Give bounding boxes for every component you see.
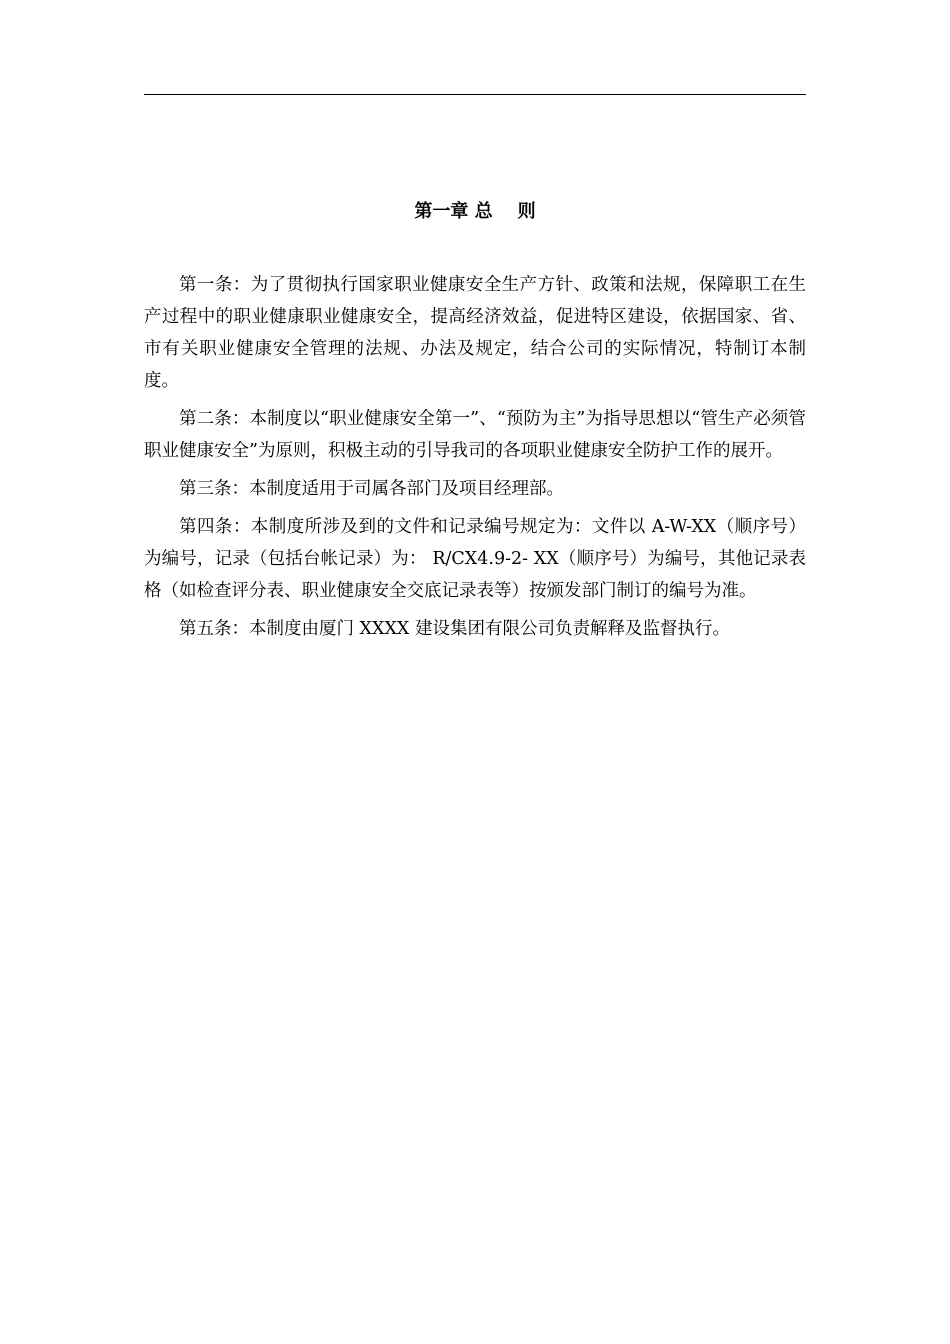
body-text <box>144 269 806 651</box>
article-2: 第二条：本制度以“职业健康安全第一”、“预防为主”为指导思想以“管生产必须管职业健康安全”为原则，积极主动的引导我司的各项职业健康安全防护工作的展开。 <box>144 409 806 461</box>
article-3: 第三条：本制度适用于司属各部门及项目经理部。 <box>179 479 564 499</box>
chapter-title: 第一章 总 则 <box>414 201 536 222</box>
article-5: 第五条：本制度由厦门 XXXX 建设集团有限公司负责解释及监督执行。 <box>179 619 730 639</box>
article-4: 第四条：本制度所涉及到的文件和记录编号规定为：文件以 A-W-XX（顺序号）为编号，记录（包括台帐记录）为： R/CX4.9-2- XX（顺序号）为编号，其他记录表格（如检查评分表、职业健康安全交底记录表等）按颁发部门制订的编号为准。 <box>144 517 806 601</box>
article-1: 第一条：为了贯彻执行国家职业健康安全生产方针、政策和法规，保障职工在生产过程中的职业健康职业健康安全，提高经济效益，促进特区建设，依据国家、省、市有关职业健康安全管理的法规、办法及规定，结合公司的实际情况，特制订本制度。 <box>144 275 806 391</box>
header-rule <box>144 94 806 95</box>
